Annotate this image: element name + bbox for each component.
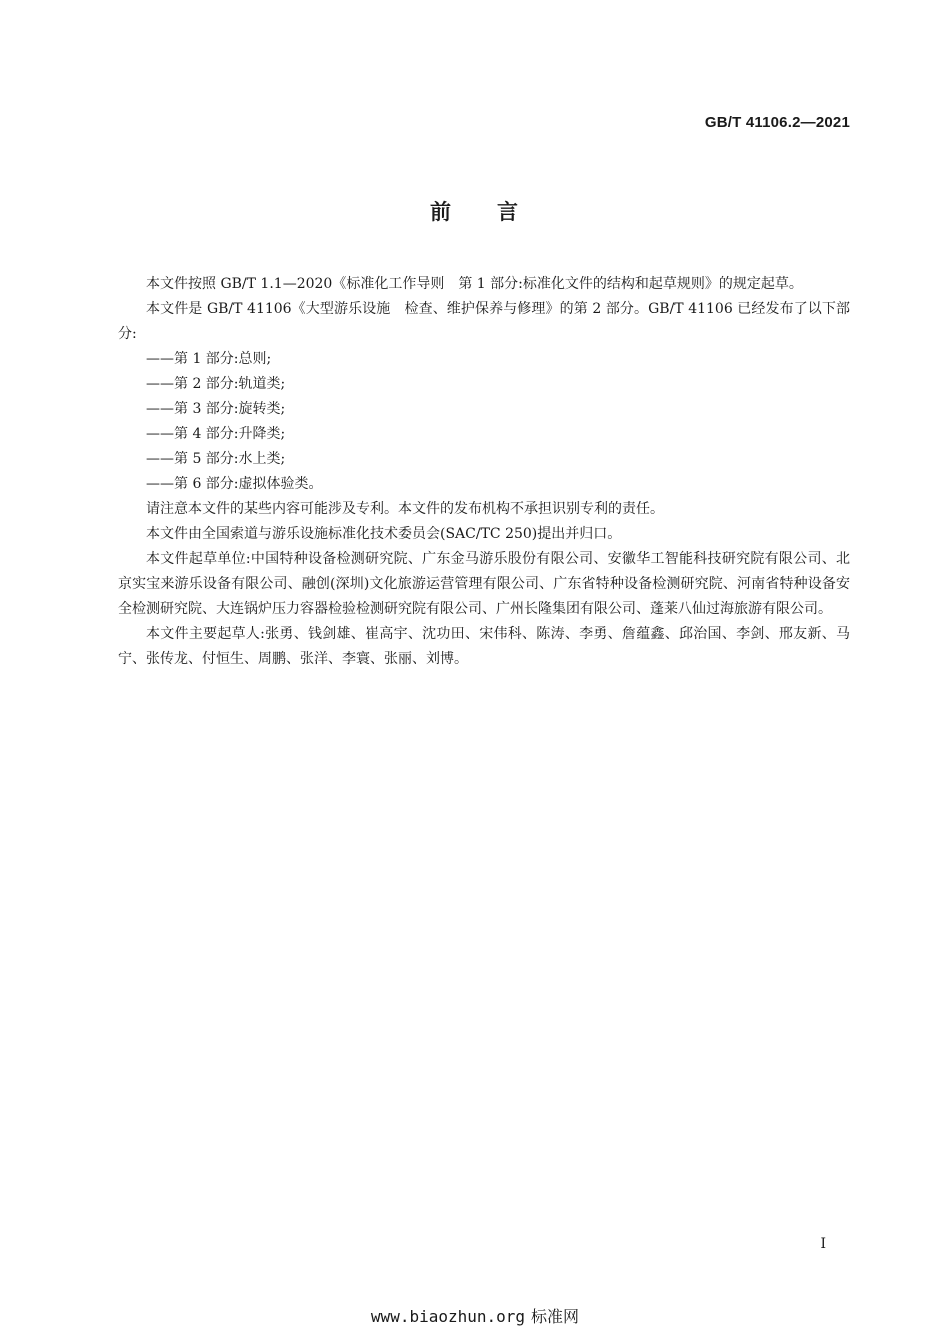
title-char-2: 言	[497, 200, 520, 224]
footer-site-name: 标准网	[531, 1307, 580, 1326]
title-char-1: 前	[430, 200, 453, 224]
standard-number: GB/T 41106.2—2021	[704, 114, 850, 131]
list-item-part-4: ——第 4 部分:升降类;	[146, 426, 286, 442]
footer-watermark	[0, 1304, 950, 1327]
paragraph-patent-notice: 请注意本文件的某些内容可能涉及专利。本文件的发布机构不承担识别专利的责任。	[146, 501, 664, 517]
page-number: I	[820, 1236, 826, 1252]
list-item-part-5: ——第 5 部分:水上类;	[146, 451, 286, 467]
paragraph-drafting-units: 本文件起草单位:中国特种设备检测研究院、广东金马游乐股份有限公司、安徽华工智能科技研究院有限公司、北京实宝来游乐设备有限公司、融创(深圳)文化旅游运营管理有限公司、广东省特种设备检测研究院、河南省特种设备安全检测研究院、大连锅炉压力容器检验检测研究院有限公司、广州长隆集团有限公司、蓬莱八仙过海旅游有限公司。	[118, 551, 850, 617]
paragraph-series-intro: 本文件是 GB/T 41106《大型游乐设施 检查、维护保养与修理》的第 2 部分。GB/T 41106 已经发布了以下部分:	[118, 301, 850, 342]
paragraph-drafters: 本文件主要起草人:张勇、钱剑雄、崔高宇、沈功田、宋伟科、陈涛、李勇、詹蕴鑫、邱治国、李剑、邢友新、马宁、张传龙、付恒生、周鹏、张洋、李寰、张丽、刘博。	[118, 626, 850, 667]
list-item-part-2: ——第 2 部分:轨道类;	[146, 376, 286, 392]
page-title	[0, 196, 950, 226]
footer-site-link[interactable]: www.biaozhun.org	[370, 1307, 526, 1326]
list-item-part-1: ——第 1 部分:总则;	[146, 351, 272, 367]
foreword-body	[118, 272, 850, 672]
paragraph-drafting-rules: 本文件按照 GB/T 1.1—2020《标准化工作导则 第 1 部分:标准化文件的结构和起草规则》的规定起草。	[146, 276, 803, 292]
list-item-part-6: ——第 6 部分:虚拟体验类。	[146, 476, 323, 492]
paragraph-committee: 本文件由全国索道与游乐设施标准化技术委员会(SAC/TC 250)提出并归口。	[146, 526, 622, 542]
list-item-part-3: ——第 3 部分:旋转类;	[146, 401, 286, 417]
